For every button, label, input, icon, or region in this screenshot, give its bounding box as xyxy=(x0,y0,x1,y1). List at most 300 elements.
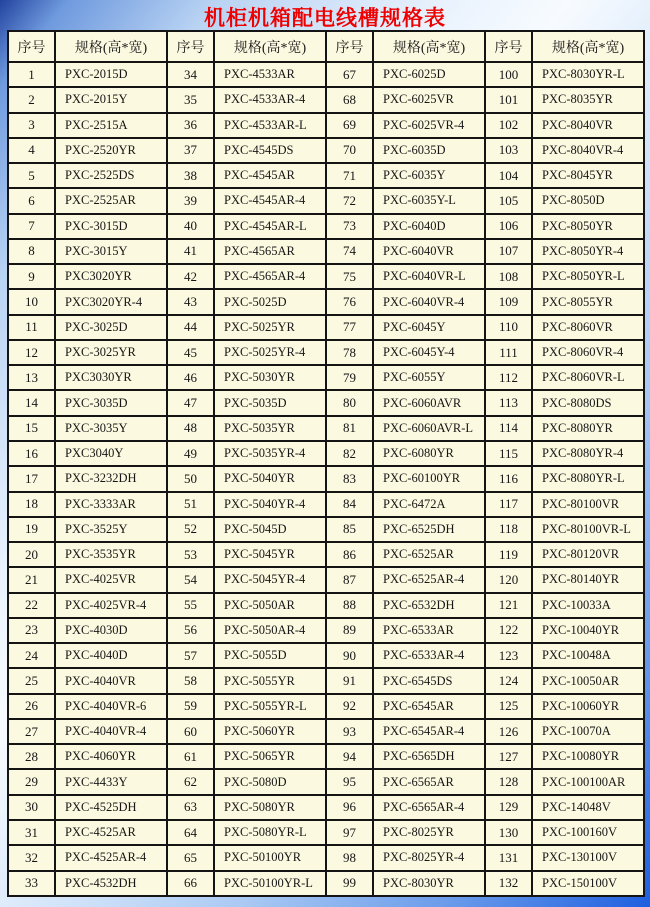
table-row xyxy=(8,289,644,314)
row-number-cell: 112 xyxy=(485,365,532,390)
header-cell-spec: 规格(高*宽) xyxy=(214,31,326,62)
table-row xyxy=(8,466,644,491)
table-row xyxy=(8,390,644,415)
spec-cell: PXC-2525AR xyxy=(55,188,167,213)
spec-cell: PXC-5035D xyxy=(214,390,326,415)
row-number-cell: 49 xyxy=(167,441,214,466)
spec-cell: PXC-5045YR xyxy=(214,542,326,567)
spec-cell: PXC3030YR xyxy=(55,365,167,390)
table-row xyxy=(8,239,644,264)
row-number-cell: 77 xyxy=(326,315,373,340)
spec-cell: PXC-6035D xyxy=(373,138,485,163)
spec-cell: PXC-10033A xyxy=(532,593,644,618)
row-number-cell: 23 xyxy=(8,618,55,643)
row-number-cell: 30 xyxy=(8,795,55,820)
spec-cell: PXC-10040YR xyxy=(532,618,644,643)
row-number-cell: 95 xyxy=(326,769,373,794)
spec-cell: PXC-5060YR xyxy=(214,719,326,744)
spec-cell: PXC-6060AVR-L xyxy=(373,416,485,441)
row-number-cell: 100 xyxy=(485,62,532,87)
row-number-cell: 58 xyxy=(167,668,214,693)
spec-cell: PXC-5040YR xyxy=(214,466,326,491)
spec-cell: PXC-4565AR xyxy=(214,239,326,264)
spec-cell: PXC-4565AR-4 xyxy=(214,264,326,289)
spec-cell: PXC-5055D xyxy=(214,643,326,668)
spec-cell: PXC-6565DH xyxy=(373,744,485,769)
row-number-cell: 37 xyxy=(167,138,214,163)
table-row xyxy=(8,643,644,668)
row-number-cell: 14 xyxy=(8,390,55,415)
row-number-cell: 130 xyxy=(485,820,532,845)
table-row xyxy=(8,820,644,845)
row-number-cell: 108 xyxy=(485,264,532,289)
spec-cell: PXC-8025YR xyxy=(373,820,485,845)
spec-cell: PXC-4030D xyxy=(55,618,167,643)
spec-cell: PXC-50100YR xyxy=(214,845,326,870)
row-number-cell: 72 xyxy=(326,188,373,213)
spec-cell: PXC-2015D xyxy=(55,62,167,87)
row-number-cell: 36 xyxy=(167,113,214,138)
spec-cell: PXC-8040VR xyxy=(532,113,644,138)
row-number-cell: 54 xyxy=(167,567,214,592)
row-number-cell: 69 xyxy=(326,113,373,138)
spec-cell: PXC-6533AR-4 xyxy=(373,643,485,668)
row-number-cell: 81 xyxy=(326,416,373,441)
spec-cell: PXC-6040VR xyxy=(373,239,485,264)
row-number-cell: 16 xyxy=(8,441,55,466)
row-number-cell: 5 xyxy=(8,163,55,188)
table-row xyxy=(8,668,644,693)
row-number-cell: 82 xyxy=(326,441,373,466)
row-number-cell: 126 xyxy=(485,719,532,744)
row-number-cell: 74 xyxy=(326,239,373,264)
row-number-cell: 127 xyxy=(485,744,532,769)
spec-cell: PXC-4545AR-L xyxy=(214,214,326,239)
row-number-cell: 45 xyxy=(167,340,214,365)
row-number-cell: 32 xyxy=(8,845,55,870)
spec-cell: PXC-5025YR-4 xyxy=(214,340,326,365)
spec-cell: PXC-6472A xyxy=(373,492,485,517)
row-number-cell: 63 xyxy=(167,795,214,820)
spec-cell: PXC-6525AR-4 xyxy=(373,567,485,592)
row-number-cell: 115 xyxy=(485,441,532,466)
row-number-cell: 15 xyxy=(8,416,55,441)
row-number-cell: 34 xyxy=(167,62,214,87)
row-number-cell: 97 xyxy=(326,820,373,845)
row-number-cell: 20 xyxy=(8,542,55,567)
table-row xyxy=(8,567,644,592)
spec-cell: PXC-6545AR-4 xyxy=(373,719,485,744)
row-number-cell: 87 xyxy=(326,567,373,592)
row-number-cell: 104 xyxy=(485,163,532,188)
table-header xyxy=(8,31,644,62)
row-number-cell: 28 xyxy=(8,744,55,769)
row-number-cell: 86 xyxy=(326,542,373,567)
row-number-cell: 17 xyxy=(8,466,55,491)
row-number-cell: 43 xyxy=(167,289,214,314)
spec-cell: PXC-2520YR xyxy=(55,138,167,163)
row-number-cell: 39 xyxy=(167,188,214,213)
row-number-cell: 48 xyxy=(167,416,214,441)
spec-cell: PXC-5040YR-4 xyxy=(214,492,326,517)
row-number-cell: 116 xyxy=(485,466,532,491)
spec-cell: PXC-8080DS xyxy=(532,390,644,415)
spec-cell: PXC-2015Y xyxy=(55,87,167,112)
spec-cell: PXC-6040D xyxy=(373,214,485,239)
row-number-cell: 22 xyxy=(8,593,55,618)
table-row xyxy=(8,138,644,163)
spec-cell: PXC-4532DH xyxy=(55,871,167,897)
row-number-cell: 91 xyxy=(326,668,373,693)
row-number-cell: 41 xyxy=(167,239,214,264)
spec-cell: PXC-4533AR xyxy=(214,62,326,87)
row-number-cell: 52 xyxy=(167,517,214,542)
row-number-cell: 3 xyxy=(8,113,55,138)
row-number-cell: 31 xyxy=(8,820,55,845)
row-number-cell: 124 xyxy=(485,668,532,693)
row-number-cell: 40 xyxy=(167,214,214,239)
spec-cell: PXC-8060VR xyxy=(532,315,644,340)
header-cell-no: 序号 xyxy=(167,31,214,62)
spec-cell: PXC-10048A xyxy=(532,643,644,668)
spec-cell: PXC-6025D xyxy=(373,62,485,87)
row-number-cell: 80 xyxy=(326,390,373,415)
spec-cell: PXC-3333AR xyxy=(55,492,167,517)
table-row xyxy=(8,441,644,466)
spec-cell: PXC-10070A xyxy=(532,719,644,744)
row-number-cell: 13 xyxy=(8,365,55,390)
row-number-cell: 10 xyxy=(8,289,55,314)
row-number-cell: 11 xyxy=(8,315,55,340)
row-number-cell: 99 xyxy=(326,871,373,897)
row-number-cell: 131 xyxy=(485,845,532,870)
table-row xyxy=(8,113,644,138)
row-number-cell: 90 xyxy=(326,643,373,668)
spec-cell: PXC-5030YR xyxy=(214,365,326,390)
row-number-cell: 73 xyxy=(326,214,373,239)
spec-cell: PXC-6080YR xyxy=(373,441,485,466)
spec-cell: PXC-6060AVR xyxy=(373,390,485,415)
table-row xyxy=(8,163,644,188)
row-number-cell: 62 xyxy=(167,769,214,794)
row-number-cell: 4 xyxy=(8,138,55,163)
row-number-cell: 129 xyxy=(485,795,532,820)
row-number-cell: 42 xyxy=(167,264,214,289)
row-number-cell: 12 xyxy=(8,340,55,365)
table-row xyxy=(8,744,644,769)
row-number-cell: 18 xyxy=(8,492,55,517)
row-number-cell: 29 xyxy=(8,769,55,794)
spec-cell: PXC-4025VR-4 xyxy=(55,593,167,618)
spec-cell: PXC-8060VR-L xyxy=(532,365,644,390)
spec-cell: PXC-4525AR xyxy=(55,820,167,845)
row-number-cell: 6 xyxy=(8,188,55,213)
table-row xyxy=(8,871,644,897)
row-number-cell: 101 xyxy=(485,87,532,112)
table-row xyxy=(8,492,644,517)
spec-cell: PXC-10050AR xyxy=(532,668,644,693)
spec-cell: PXC-100160V xyxy=(532,820,644,845)
row-number-cell: 7 xyxy=(8,214,55,239)
spec-cell: PXC-4533AR-L xyxy=(214,113,326,138)
row-number-cell: 132 xyxy=(485,871,532,897)
table-row xyxy=(8,795,644,820)
spec-cell: PXC-5050AR xyxy=(214,593,326,618)
row-number-cell: 103 xyxy=(485,138,532,163)
spec-cell: PXC-6040VR-L xyxy=(373,264,485,289)
page-title: 机柜机箱配电线槽规格表 xyxy=(204,7,446,30)
spec-cell: PXC-8030YR xyxy=(373,871,485,897)
spec-cell: PXC-5055YR xyxy=(214,668,326,693)
spec-cell: PXC-8040VR-4 xyxy=(532,138,644,163)
spec-cell: PXC-5080YR-L xyxy=(214,820,326,845)
row-number-cell: 123 xyxy=(485,643,532,668)
row-number-cell: 114 xyxy=(485,416,532,441)
spec-cell: PXC-5050AR-4 xyxy=(214,618,326,643)
row-number-cell: 96 xyxy=(326,795,373,820)
spec-cell: PXC-3025YR xyxy=(55,340,167,365)
spec-cell: PXC-6040VR-4 xyxy=(373,289,485,314)
row-number-cell: 92 xyxy=(326,694,373,719)
spec-cell: PXC-2525DS xyxy=(55,163,167,188)
row-number-cell: 111 xyxy=(485,340,532,365)
spec-cell: PXC-100100AR xyxy=(532,769,644,794)
spec-cell: PXC-6545AR xyxy=(373,694,485,719)
spec-cell: PXC-6045Y-4 xyxy=(373,340,485,365)
row-number-cell: 9 xyxy=(8,264,55,289)
row-number-cell: 50 xyxy=(167,466,214,491)
spec-table xyxy=(7,30,645,897)
spec-cell: PXC-8050YR xyxy=(532,214,644,239)
table-row xyxy=(8,188,644,213)
row-number-cell: 110 xyxy=(485,315,532,340)
spec-cell: PXC-6525DH xyxy=(373,517,485,542)
spec-cell: PXC-6532DH xyxy=(373,593,485,618)
row-number-cell: 83 xyxy=(326,466,373,491)
table-row xyxy=(8,719,644,744)
spec-cell: PXC-4525AR-4 xyxy=(55,845,167,870)
row-number-cell: 57 xyxy=(167,643,214,668)
row-number-cell: 46 xyxy=(167,365,214,390)
spec-cell: PXC-6533AR xyxy=(373,618,485,643)
spec-cell: PXC-4025VR xyxy=(55,567,167,592)
table-row xyxy=(8,416,644,441)
row-number-cell: 19 xyxy=(8,517,55,542)
spec-cell: PXC-3525Y xyxy=(55,517,167,542)
spec-cell: PXC-5080D xyxy=(214,769,326,794)
spec-cell: PXC-4040VR xyxy=(55,668,167,693)
row-number-cell: 120 xyxy=(485,567,532,592)
spec-cell: PXC-6025VR-4 xyxy=(373,113,485,138)
row-number-cell: 8 xyxy=(8,239,55,264)
spec-cell: PXC-80100VR-L xyxy=(532,517,644,542)
row-number-cell: 25 xyxy=(8,668,55,693)
table-row xyxy=(8,62,644,87)
table-row xyxy=(8,87,644,112)
table-body xyxy=(8,62,644,896)
spec-cell: PXC-5035YR xyxy=(214,416,326,441)
row-number-cell: 51 xyxy=(167,492,214,517)
spec-cell: PXC-6055Y xyxy=(373,365,485,390)
row-number-cell: 117 xyxy=(485,492,532,517)
row-number-cell: 128 xyxy=(485,769,532,794)
row-number-cell: 107 xyxy=(485,239,532,264)
row-number-cell: 88 xyxy=(326,593,373,618)
row-number-cell: 75 xyxy=(326,264,373,289)
spec-cell: PXC-5080YR xyxy=(214,795,326,820)
spec-cell: PXC-6565AR xyxy=(373,769,485,794)
table-row xyxy=(8,845,644,870)
row-number-cell: 93 xyxy=(326,719,373,744)
page-title-bar xyxy=(0,0,650,28)
spec-cell: PXC-3035Y xyxy=(55,416,167,441)
row-number-cell: 60 xyxy=(167,719,214,744)
spec-cell: PXC-150100V xyxy=(532,871,644,897)
spec-cell: PXC-50100YR-L xyxy=(214,871,326,897)
row-number-cell: 102 xyxy=(485,113,532,138)
spec-cell: PXC-3035D xyxy=(55,390,167,415)
row-number-cell: 44 xyxy=(167,315,214,340)
table-row xyxy=(8,340,644,365)
table-row xyxy=(8,694,644,719)
spec-cell: PXC-8080YR-4 xyxy=(532,441,644,466)
row-number-cell: 1 xyxy=(8,62,55,87)
header-cell-spec: 规格(高*宽) xyxy=(532,31,644,62)
spec-cell: PXC-80120VR xyxy=(532,542,644,567)
spec-cell: PXC-6565AR-4 xyxy=(373,795,485,820)
spec-cell: PXC-5025D xyxy=(214,289,326,314)
spec-cell: PXC-4040VR-4 xyxy=(55,719,167,744)
spec-cell: PXC-5065YR xyxy=(214,744,326,769)
row-number-cell: 65 xyxy=(167,845,214,870)
row-number-cell: 70 xyxy=(326,138,373,163)
spec-cell: PXC-8060VR-4 xyxy=(532,340,644,365)
spec-cell: PXC-4525DH xyxy=(55,795,167,820)
row-number-cell: 125 xyxy=(485,694,532,719)
spec-cell: PXC-5025YR xyxy=(214,315,326,340)
spec-cell: PXC-130100V xyxy=(532,845,644,870)
row-number-cell: 119 xyxy=(485,542,532,567)
spec-cell: PXC-3025D xyxy=(55,315,167,340)
table-row xyxy=(8,618,644,643)
spec-cell: PXC3020YR xyxy=(55,264,167,289)
row-number-cell: 21 xyxy=(8,567,55,592)
row-number-cell: 67 xyxy=(326,62,373,87)
spec-cell: PXC-4040D xyxy=(55,643,167,668)
row-number-cell: 47 xyxy=(167,390,214,415)
spec-cell: PXC-4545AR xyxy=(214,163,326,188)
spec-cell: PXC-6045Y xyxy=(373,315,485,340)
table-row xyxy=(8,264,644,289)
spec-cell: PXC3040Y xyxy=(55,441,167,466)
spec-cell: PXC-14048V xyxy=(532,795,644,820)
spec-cell: PXC-8050YR-L xyxy=(532,264,644,289)
row-number-cell: 85 xyxy=(326,517,373,542)
spec-cell: PXC-5045D xyxy=(214,517,326,542)
spec-cell: PXC-8080YR xyxy=(532,416,644,441)
spec-cell: PXC-4533AR-4 xyxy=(214,87,326,112)
row-number-cell: 33 xyxy=(8,871,55,897)
row-number-cell: 27 xyxy=(8,719,55,744)
row-number-cell: 26 xyxy=(8,694,55,719)
spec-cell: PXC-10060YR xyxy=(532,694,644,719)
row-number-cell: 98 xyxy=(326,845,373,870)
row-number-cell: 78 xyxy=(326,340,373,365)
row-number-cell: 35 xyxy=(167,87,214,112)
row-number-cell: 55 xyxy=(167,593,214,618)
spec-cell: PXC-3232DH xyxy=(55,466,167,491)
spec-cell: PXC-4433Y xyxy=(55,769,167,794)
table-row xyxy=(8,214,644,239)
row-number-cell: 106 xyxy=(485,214,532,239)
spec-cell: PXC-5035YR-4 xyxy=(214,441,326,466)
spec-cell: PXC-80140YR xyxy=(532,567,644,592)
header-cell-spec: 规格(高*宽) xyxy=(55,31,167,62)
table-row xyxy=(8,542,644,567)
row-number-cell: 122 xyxy=(485,618,532,643)
spec-cell: PXC-5055YR-L xyxy=(214,694,326,719)
spec-cell: PXC-10080YR xyxy=(532,744,644,769)
row-number-cell: 118 xyxy=(485,517,532,542)
row-number-cell: 113 xyxy=(485,390,532,415)
row-number-cell: 76 xyxy=(326,289,373,314)
row-number-cell: 66 xyxy=(167,871,214,897)
spec-cell: PXC-2515A xyxy=(55,113,167,138)
row-number-cell: 84 xyxy=(326,492,373,517)
row-number-cell: 38 xyxy=(167,163,214,188)
spec-cell: PXC-6035Y xyxy=(373,163,485,188)
spec-cell: PXC3020YR-4 xyxy=(55,289,167,314)
spec-cell: PXC-8025YR-4 xyxy=(373,845,485,870)
row-number-cell: 109 xyxy=(485,289,532,314)
spec-cell: PXC-60100YR xyxy=(373,466,485,491)
spec-cell: PXC-3535YR xyxy=(55,542,167,567)
spec-cell: PXC-8080YR-L xyxy=(532,466,644,491)
row-number-cell: 105 xyxy=(485,188,532,213)
header-cell-no: 序号 xyxy=(8,31,55,62)
spec-cell: PXC-8050D xyxy=(532,188,644,213)
spec-cell: PXC-6035Y-L xyxy=(373,188,485,213)
row-number-cell: 59 xyxy=(167,694,214,719)
header-cell-no: 序号 xyxy=(485,31,532,62)
spec-cell: PXC-4060YR xyxy=(55,744,167,769)
row-number-cell: 2 xyxy=(8,87,55,112)
spec-cell: PXC-6525AR xyxy=(373,542,485,567)
header-row xyxy=(8,31,644,62)
spec-cell: PXC-4040VR-6 xyxy=(55,694,167,719)
spec-cell: PXC-8030YR-L xyxy=(532,62,644,87)
row-number-cell: 61 xyxy=(167,744,214,769)
table-row xyxy=(8,593,644,618)
table-row xyxy=(8,365,644,390)
spec-cell: PXC-5045YR-4 xyxy=(214,567,326,592)
spec-cell: PXC-6545DS xyxy=(373,668,485,693)
table-row xyxy=(8,315,644,340)
spec-cell: PXC-8035YR xyxy=(532,87,644,112)
spec-cell: PXC-4545DS xyxy=(214,138,326,163)
spec-cell: PXC-4545AR-4 xyxy=(214,188,326,213)
spec-cell: PXC-3015Y xyxy=(55,239,167,264)
spec-cell: PXC-80100VR xyxy=(532,492,644,517)
row-number-cell: 64 xyxy=(167,820,214,845)
header-cell-spec: 规格(高*宽) xyxy=(373,31,485,62)
row-number-cell: 71 xyxy=(326,163,373,188)
row-number-cell: 121 xyxy=(485,593,532,618)
row-number-cell: 79 xyxy=(326,365,373,390)
row-number-cell: 24 xyxy=(8,643,55,668)
spec-cell: PXC-8055YR xyxy=(532,289,644,314)
spec-cell: PXC-6025VR xyxy=(373,87,485,112)
